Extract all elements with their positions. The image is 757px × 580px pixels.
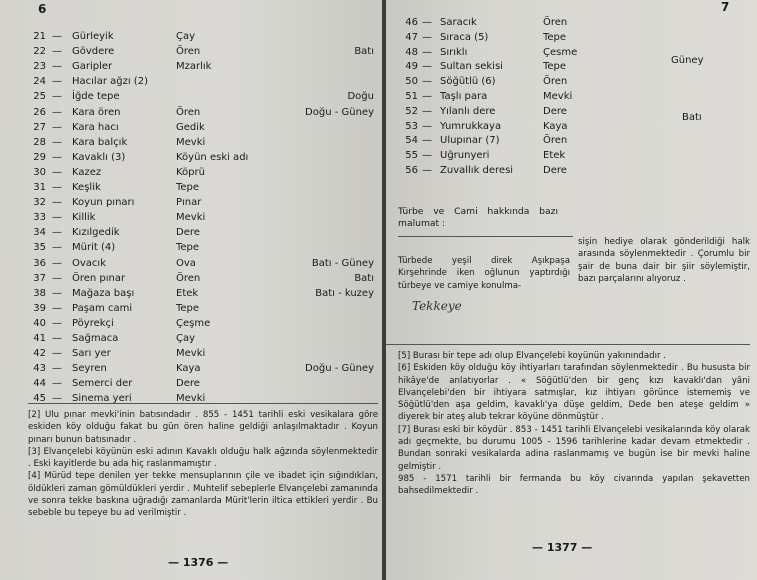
place-type: Tepe (176, 182, 200, 193)
row-dash: — (52, 242, 62, 254)
place-type: Köyün eski adı (176, 151, 249, 163)
left-corner-mark: 6 (38, 2, 47, 16)
footnote-7-cont: 985 - 1571 tarihli bir fermanda bu köy civarında yapılan şekavetten bahsedilmektedir . (398, 473, 750, 497)
place-type: Gedik (176, 121, 205, 133)
place-type: Ova (176, 257, 196, 269)
row-number: 48 (405, 46, 418, 58)
place-name: Hacılar ağzı (2) (72, 76, 148, 88)
row-dash: — (422, 46, 432, 58)
place-type: Mevki (176, 348, 206, 360)
place-direction: Batı (354, 46, 374, 58)
place-name: Pöyrekçi (72, 317, 114, 329)
place-type: Tepe (543, 61, 567, 73)
row-number: 32 (33, 197, 46, 209)
row-number: 46 (405, 17, 418, 28)
row-dash: — (422, 61, 432, 73)
place-type: Ören (543, 76, 568, 88)
row-dash: — (422, 150, 432, 162)
place-name: Kara hacı (72, 121, 119, 133)
row-dash: — (422, 120, 432, 132)
row-number: 24 (33, 76, 46, 88)
place-type: Tepe (176, 302, 200, 314)
place-name: Kızılgedik (72, 227, 120, 239)
place-type: Tepe (176, 242, 200, 254)
place-type: Pınar (176, 197, 202, 209)
place-type: Çesme (543, 46, 578, 58)
place-type: Ören (543, 17, 568, 28)
place-name: Seyren (72, 363, 107, 375)
place-type: Çay (176, 333, 196, 344)
place-name: Kara balçık (72, 136, 128, 148)
row-number: 53 (405, 120, 418, 132)
turbe-text-left: Türbede yeşil direk Aşıkpaşa Kırşehrinde iken oğlunun yaptırdığı türbeye ve camiye konulma- (398, 256, 570, 291)
left-separator (28, 403, 378, 404)
row-number: 26 (33, 106, 46, 118)
row-dash: — (52, 182, 62, 193)
row-dash: — (52, 348, 62, 360)
footnote-6: [6] Eskiden köy olduğu köy ihtiyarları tarafından söylenmektedir . Bu hususta bir hikâye'de anlatıyorlar . « Söğütlü'den bir genç kızı kavaklı'dan yâni Elvançelebi'den bir ihtiyara satmışlar, kız ihtiyarı görünce istememiş ve Söğütlü'den aşa geldim, kavaklı'ya düşe geldim, Dede ben ateşe geldim » diyerek bir ateş alub tekrar köyüne dönmüştür . (398, 363, 750, 423)
section-title: Türbe ve Cami hakkında bazı malumat : (398, 206, 558, 230)
row-number: 55 (405, 150, 418, 162)
place-direction: Batı - kuzey (315, 287, 374, 299)
place-name: Sıraca (5) (440, 31, 489, 43)
place-name: Saracık (440, 17, 477, 28)
place-type: Mevki (543, 91, 573, 102)
place-name: Keşlik (72, 182, 101, 193)
place-name: Paşam cami (72, 302, 133, 314)
turbe-text-right: sişin hediye olarak gönderildiği halk arasında söylenmektedir . Çorumlu bir şair de buna dair bir şiir söylemiştir, bazı parçalarını alıyoruz . (578, 237, 750, 284)
place-name: Kavaklı (3) (72, 151, 126, 163)
place-direction: Doğu - Güney (305, 363, 374, 375)
direction-bati: Batı (682, 112, 702, 123)
place-type: Mevki (176, 393, 206, 405)
place-name: Ulupınar (7) (440, 135, 500, 147)
row-number: 56 (405, 165, 418, 176)
place-name: Ören pınar (72, 272, 126, 284)
row-dash: — (52, 363, 62, 375)
place-name: Semerci der (72, 378, 133, 390)
place-name: Gövdere (72, 46, 115, 58)
right-page-number: — 1377 — (532, 541, 593, 554)
row-dash: — (52, 212, 62, 224)
row-number: 27 (33, 121, 46, 133)
row-dash: — (422, 105, 432, 117)
direction-guney: Güney (671, 55, 704, 66)
place-type: Çay (176, 31, 196, 42)
row-dash: — (52, 136, 62, 148)
row-number: 37 (33, 272, 46, 284)
row-dash: — (52, 257, 62, 269)
right-page (386, 0, 757, 580)
section-rule (398, 236, 573, 237)
row-dash: — (52, 31, 62, 42)
place-direction: Batı (354, 272, 374, 284)
place-type: Ören (176, 272, 201, 284)
row-number: 25 (33, 91, 46, 103)
row-dash: — (52, 393, 62, 405)
place-type: Dere (176, 227, 200, 239)
row-dash: — (52, 378, 62, 390)
row-dash: — (52, 151, 62, 163)
place-name: Mağaza başı (72, 287, 135, 299)
right-separator (386, 344, 750, 345)
row-dash: — (52, 287, 62, 299)
row-number: 43 (33, 363, 46, 375)
place-type: Çeşme (176, 317, 211, 329)
footnote-2: [2] Ulu pınar mevki'inin batısındadır . 855 - 1451 tarihli eski vesikalara göre eskiden köy olduğu fakat bu gün ören haline geldiği anlaşılmaktadır . Koyun pınarı bunun batısınadır . (28, 410, 378, 445)
place-type: Mevki (176, 136, 206, 148)
footnote-5: [5] Burası bir tepe adı olup Elvançelebi koyünün yakınındadır . (398, 351, 666, 361)
row-number: 52 (405, 105, 418, 117)
row-number: 54 (405, 135, 418, 147)
place-name: Taşlı para (440, 91, 488, 102)
place-direction: Batı - Güney (311, 257, 374, 269)
row-dash: — (422, 165, 432, 176)
row-number: 31 (33, 182, 46, 193)
row-dash: — (52, 227, 62, 239)
place-name: Killik (72, 212, 96, 224)
row-number: 44 (33, 378, 46, 390)
place-type: Mzarlık (176, 61, 212, 73)
row-number: 45 (33, 393, 46, 405)
place-name: Ovacık (72, 257, 106, 269)
place-name: Yumrukkaya (440, 120, 502, 132)
row-number: 28 (33, 136, 46, 148)
row-dash: — (52, 317, 62, 329)
row-dash: — (52, 106, 62, 118)
row-number: 49 (405, 61, 418, 73)
row-dash: — (422, 76, 432, 88)
footnote-4: [4] Mürüd tepe denilen yer tekke mensuplarının çile ve ibadet için sığındıkları, öldükleri zaman gömüldükleri yerdir . Muhtelif sebeplerle Elvançelebi zamanında ve sonra tekke baskına uğradığı zamanlarda Mürit'lerin iltica ettikleri yerdir . Bu sebeble bu tepeye bu ad verilmiştir . (28, 471, 378, 519)
row-number: 29 (33, 151, 46, 163)
footnote-7: [7] Burası eski bir köydür . 853 - 1451 tarihli Elvançelebi vesikalarında köy olarak adı geçmekte, bu durumu 1005 - 1596 tarihlerine kadar devam etmektedir . Bundan sonraki vesikalarda adina raslanmamış ve bugün ise bir mevki haline gelmiştir . (398, 424, 750, 472)
row-dash: — (52, 166, 62, 178)
place-type: Kaya (543, 120, 568, 132)
place-name: Sağmaca (72, 333, 119, 344)
place-type: Etek (543, 150, 566, 162)
place-name: Sinema yeri (72, 393, 132, 405)
left-footnotes (28, 409, 378, 520)
place-name: İğde tepe (72, 91, 120, 103)
place-type: Dere (543, 165, 567, 176)
left-page-number: — 1376 — (168, 556, 229, 569)
place-name: Uğrunyeri (440, 150, 490, 162)
row-number: 40 (33, 317, 46, 329)
place-name: Gürleyik (72, 31, 114, 42)
place-name: Kazez (72, 166, 102, 178)
row-dash: — (422, 91, 432, 102)
row-dash: — (52, 333, 62, 344)
place-direction: Doğu - Güney (305, 106, 374, 118)
place-type: Ören (543, 135, 568, 147)
place-name: Söğütlü (6) (440, 76, 496, 88)
place-type: Etek (176, 287, 199, 299)
row-number: 41 (33, 333, 46, 344)
place-type: Kaya (176, 363, 201, 375)
row-number: 36 (33, 257, 46, 269)
row-number: 21 (33, 31, 46, 42)
row-dash: — (422, 17, 432, 28)
right-footnotes (398, 350, 750, 498)
row-number: 50 (405, 76, 418, 88)
footnote-3: [3] Elvançelebi köyünün eski adının Kavaklı olduğu halk ağzında söylenmektedir . Eski kayitlerde bu ada hiç raslanmamıştır . (28, 446, 378, 470)
place-type: Köprü (176, 166, 205, 178)
place-name: Koyun pınarı (72, 197, 135, 209)
row-number: 34 (33, 227, 46, 239)
place-name: Sarı yer (72, 348, 111, 360)
row-number: 23 (33, 61, 46, 73)
row-number: 35 (33, 242, 46, 254)
row-dash: — (52, 302, 62, 314)
place-name: Yılanlı dere (440, 105, 496, 117)
row-number: 22 (33, 46, 46, 58)
place-type: Ören (176, 106, 201, 118)
place-name: Sultan sekisi (440, 61, 503, 73)
right-corner-mark: 7 (721, 0, 730, 14)
place-type: Ören (176, 46, 201, 58)
handwritten-note: Tekkeye (412, 299, 462, 313)
place-type: Dere (543, 105, 567, 117)
row-dash: — (422, 31, 432, 43)
row-dash: — (52, 46, 62, 58)
place-name: Sırıklı (440, 46, 468, 58)
place-name: Mürit (4) (72, 242, 116, 254)
row-dash: — (52, 197, 62, 209)
row-number: 38 (33, 287, 46, 299)
place-name: Garipler (72, 61, 113, 73)
row-number: 47 (405, 31, 418, 43)
place-type: Tepe (543, 31, 567, 43)
place-direction: Doğu (347, 91, 374, 103)
row-number: 30 (33, 166, 46, 178)
place-name: Zuvallık deresi (440, 165, 514, 176)
place-type: Dere (176, 378, 200, 390)
row-number: 42 (33, 348, 46, 360)
row-dash: — (52, 121, 62, 133)
row-number: 33 (33, 212, 46, 224)
row-dash: — (422, 135, 432, 147)
row-dash: — (52, 272, 62, 284)
row-dash: — (52, 61, 62, 73)
row-dash: — (52, 76, 62, 88)
row-dash: — (52, 91, 62, 103)
row-number: 51 (405, 91, 418, 102)
row-number: 39 (33, 302, 46, 314)
place-type: Mevki (176, 212, 206, 224)
place-name: Kara ören (72, 106, 121, 118)
